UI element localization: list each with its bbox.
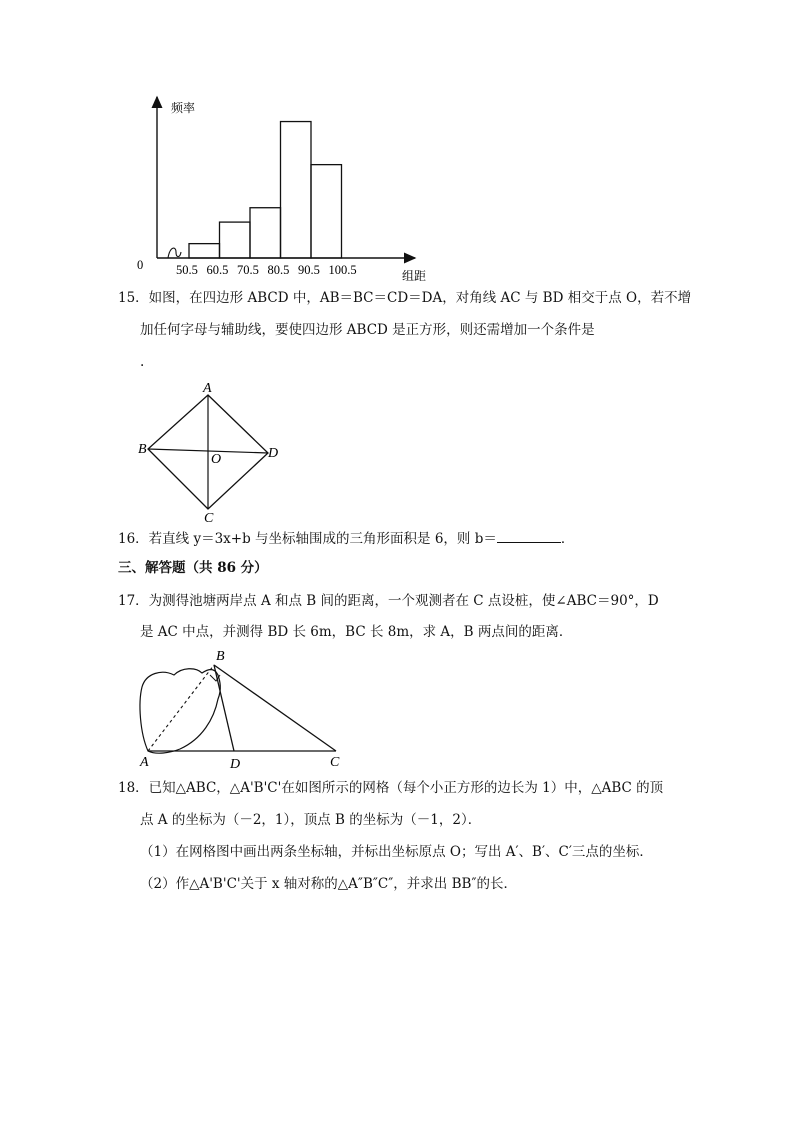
histogram-bar-4 xyxy=(281,122,312,258)
q15-line3: . xyxy=(140,354,145,370)
origin-label: 0 xyxy=(137,258,144,272)
point-b-label: B xyxy=(216,649,225,664)
histogram-bar-2 xyxy=(220,222,251,258)
x-tick-label: 100.5 xyxy=(328,263,357,277)
x-tick-label: 60.5 xyxy=(206,263,229,277)
q18-part1: （1）在网格图中画出两条坐标轴，并标出坐标原点 O；写出 A′、B′、C′三点的坐标． xyxy=(140,844,653,860)
center-o-label: O xyxy=(211,452,222,467)
rhombus-figure xyxy=(130,375,290,525)
pond-outline xyxy=(140,669,220,753)
vertex-b-label: B xyxy=(138,442,147,457)
point-c-label: C xyxy=(330,755,340,770)
q16-end: ． xyxy=(560,531,575,547)
x-tick-label: 80.5 xyxy=(267,263,290,277)
section-title: 三、解答题（共 86 分） xyxy=(118,560,268,576)
x-tick-label: 50.5 xyxy=(176,263,198,277)
frequency-histogram xyxy=(0,0,794,290)
histogram-bar-5 xyxy=(311,165,342,258)
q18-line2: 点 A 的坐标为（－2，1），顶点 B 的坐标为（－1，2）． xyxy=(140,812,482,828)
x-tick-label: 70.5 xyxy=(237,263,259,277)
vertex-d-label: D xyxy=(268,446,279,461)
answer-blank xyxy=(497,528,561,543)
y-axis-label: 频率 xyxy=(171,101,196,115)
point-a-label: A xyxy=(140,755,149,770)
q17-line2: 是 AC 中点，并测得 BD 长 6m，BC 长 8m，求 A，B 两点间的距离． xyxy=(140,624,573,640)
x-axis-label: 组距 xyxy=(402,269,427,283)
q16-question xyxy=(118,528,574,549)
q15-line2: 加任何字母与辅助线，要使四边形 ABCD 是正方形，则还需增加一个条件是 xyxy=(140,322,595,338)
vertex-c-label: C xyxy=(204,511,214,525)
q18-line1: 18．已知△ABC，△A'B'C'在如图所示的网格（每个小正方形的边长为 1）中，△ABC 的顶 xyxy=(118,780,664,796)
q16-text: 16．若直线 y＝3x+b 与坐标轴围成的三角形面积是 6，则 b＝ xyxy=(118,531,497,547)
point-d-label: D xyxy=(230,757,241,770)
q15-line1: 15．如图，在四边形 ABCD 中，AB＝BC＝CD＝DA，对角线 AC 与 BD 相交于点 O，若不增 xyxy=(118,290,692,306)
histogram-bar-1 xyxy=(189,244,220,258)
histogram-bar-3 xyxy=(250,208,281,258)
x-tick-label: 90.5 xyxy=(298,263,320,277)
vertex-a-label: A xyxy=(203,381,212,396)
q17-line1: 17．为测得池塘两岸点 A 和点 B 间的距离，一个观测者在 C 点设桩，使∠ABC＝90°，D xyxy=(118,593,659,609)
axis-break-symbol xyxy=(168,248,181,258)
pond-figure xyxy=(130,645,360,770)
q18-part2: （2）作△A'B'C'关于 x 轴对称的△A″B″C″，并求出 BB″的长． xyxy=(140,876,517,892)
